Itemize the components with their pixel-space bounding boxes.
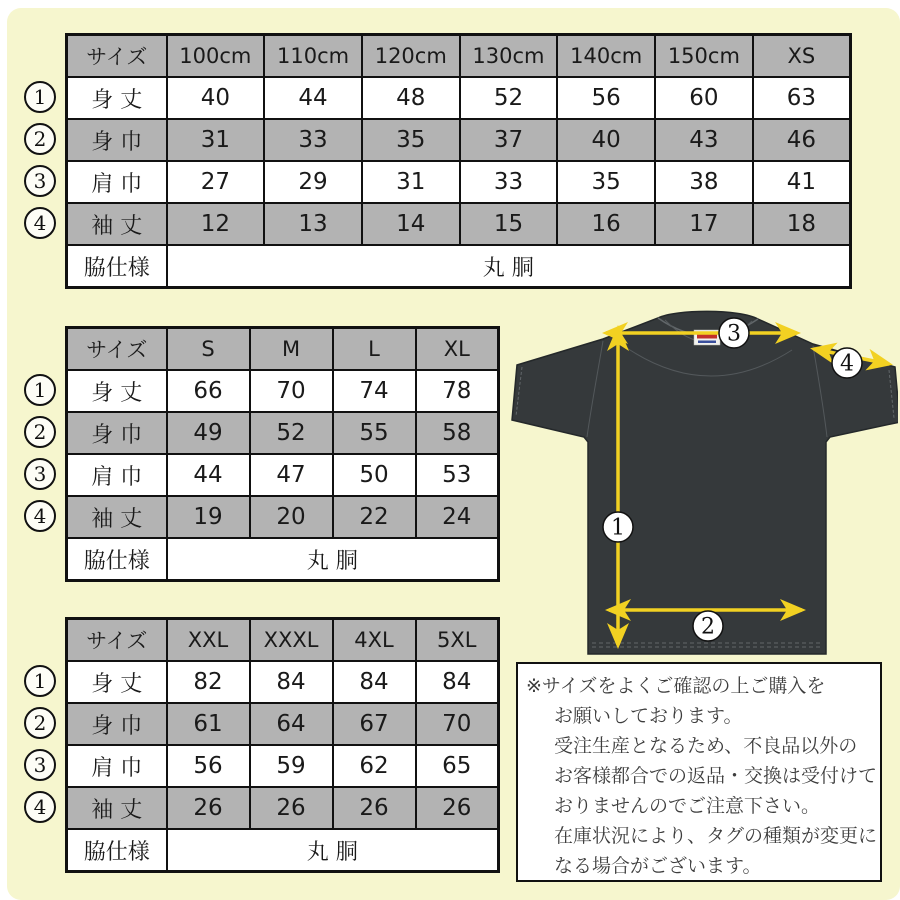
measurement-value: 74 <box>333 370 416 412</box>
tshirt-measurement-diagram <box>508 306 898 656</box>
measurement-value: 50 <box>333 454 416 496</box>
measurement-value: 61 <box>167 703 250 745</box>
measurement-value: 82 <box>167 661 250 703</box>
measurement-value: 44 <box>264 77 362 119</box>
measurement-label: 袖 丈 <box>67 787 167 829</box>
measurement-value: 12 <box>167 203 265 245</box>
note-line: 在庫状況により、タグの種類が変更に <box>554 825 878 847</box>
note-line: お客様都合での返品・交換は受付けて <box>554 765 878 787</box>
circled-number-4: 4 <box>24 207 56 239</box>
circled-number-1: 1 <box>24 374 56 406</box>
measurement-value: 31 <box>362 161 460 203</box>
measurement-value: 33 <box>264 119 362 161</box>
measurement-value: 40 <box>557 119 655 161</box>
measurement-value: 67 <box>333 703 416 745</box>
circled-number-3: 3 <box>24 749 56 781</box>
size-header-label: サイズ <box>67 35 167 78</box>
measurement-label: 肩 巾 <box>67 454 167 496</box>
circled-number-4: 4 <box>24 500 56 532</box>
measurement-value: 40 <box>167 77 265 119</box>
marker-circle-2 <box>693 611 723 641</box>
side-spec-label: 脇仕様 <box>67 245 167 288</box>
size-column-header: 100cm <box>167 35 265 78</box>
size-column-header: 110cm <box>264 35 362 78</box>
kids-size-table-block <box>22 33 852 289</box>
measurement-value: 70 <box>416 703 499 745</box>
measurement-value: 16 <box>557 203 655 245</box>
circled-number-2: 2 <box>24 707 56 739</box>
measurement-value: 56 <box>167 745 250 787</box>
measurement-value: 58 <box>416 412 499 454</box>
note-line: おりませんのでご注意下さい。 <box>554 795 821 817</box>
measurement-value: 35 <box>557 161 655 203</box>
measurement-label: 身 丈 <box>67 77 167 119</box>
measurement-value: 15 <box>460 203 558 245</box>
measurement-value: 37 <box>460 119 558 161</box>
measurement-value: 46 <box>753 119 851 161</box>
size-header-label: サイズ <box>67 328 167 371</box>
circled-number-1: 1 <box>24 665 56 697</box>
marker-circle-1 <box>603 512 633 542</box>
svg-text:1: 1 <box>611 515 625 541</box>
measurement-value: 35 <box>362 119 460 161</box>
measurement-value: 55 <box>333 412 416 454</box>
big-size-table-block <box>22 617 500 873</box>
size-column-header: 5XL <box>416 619 499 662</box>
measurement-label: 身 巾 <box>67 412 167 454</box>
size-column-header: XXXL <box>250 619 333 662</box>
size-column-header: S <box>167 328 250 371</box>
size-column-header: M <box>250 328 333 371</box>
size-column-header: L <box>333 328 416 371</box>
measurement-label: 身 丈 <box>67 370 167 412</box>
measurement-value: 65 <box>416 745 499 787</box>
measurement-value: 27 <box>167 161 265 203</box>
circled-number-1: 1 <box>24 81 56 113</box>
measurement-value: 52 <box>250 412 333 454</box>
measurement-label: 袖 丈 <box>67 203 167 245</box>
measurement-value: 44 <box>167 454 250 496</box>
kids-size-table <box>65 33 852 289</box>
measurement-label: 肩 巾 <box>67 161 167 203</box>
circled-number-3: 3 <box>24 458 56 490</box>
measurement-value: 66 <box>167 370 250 412</box>
measurement-value: 41 <box>753 161 851 203</box>
measurement-value: 17 <box>655 203 753 245</box>
measurement-value: 53 <box>416 454 499 496</box>
side-spec-label: 脇仕様 <box>67 538 167 581</box>
measurement-value: 64 <box>250 703 333 745</box>
size-column-header: XXL <box>167 619 250 662</box>
measurement-value: 13 <box>264 203 362 245</box>
measurement-value: 63 <box>753 77 851 119</box>
measurement-value: 26 <box>167 787 250 829</box>
circled-number-2: 2 <box>24 123 56 155</box>
measurement-value: 47 <box>250 454 333 496</box>
side-spec-label: 脇仕様 <box>67 829 167 872</box>
svg-text:4: 4 <box>840 351 854 377</box>
circled-number-3: 3 <box>24 165 56 197</box>
measurement-value: 19 <box>167 496 250 538</box>
measurement-value: 43 <box>655 119 753 161</box>
measurement-value: 26 <box>416 787 499 829</box>
measurement-value: 24 <box>416 496 499 538</box>
big-size-table <box>65 617 500 873</box>
measurement-value: 14 <box>362 203 460 245</box>
measurement-label: 袖 丈 <box>67 496 167 538</box>
measurement-value: 29 <box>264 161 362 203</box>
side-spec-value: 丸 胴 <box>167 538 499 581</box>
measurement-value: 78 <box>416 370 499 412</box>
note-line: なる場合がございます。 <box>554 855 762 877</box>
measurement-label: 身 巾 <box>67 119 167 161</box>
size-column-header: XL <box>416 328 499 371</box>
size-column-header: 140cm <box>557 35 655 78</box>
svg-text:3: 3 <box>727 321 741 347</box>
side-spec-value: 丸 胴 <box>167 245 851 288</box>
size-column-header: 130cm <box>460 35 558 78</box>
measurement-value: 38 <box>655 161 753 203</box>
measurement-value: 84 <box>250 661 333 703</box>
size-column-header: 150cm <box>655 35 753 78</box>
measurement-value: 26 <box>250 787 333 829</box>
measurement-value: 48 <box>362 77 460 119</box>
note-line: ※サイズをよくご確認の上ご購入を <box>526 675 826 697</box>
size-column-header: 4XL <box>333 619 416 662</box>
measurement-value: 62 <box>333 745 416 787</box>
marker-circle-4 <box>832 348 862 378</box>
measurement-value: 18 <box>753 203 851 245</box>
note-line: 受注生産となるため、不良品以外の <box>554 735 858 757</box>
measurement-label: 肩 巾 <box>67 745 167 787</box>
measurement-value: 31 <box>167 119 265 161</box>
measurement-value: 22 <box>333 496 416 538</box>
adult-size-table-block <box>22 326 500 582</box>
measurement-value: 33 <box>460 161 558 203</box>
measurement-label: 身 巾 <box>67 703 167 745</box>
measurement-value: 52 <box>460 77 558 119</box>
measurement-value: 59 <box>250 745 333 787</box>
side-spec-value: 丸 胴 <box>167 829 499 872</box>
measurement-value: 60 <box>655 77 753 119</box>
measurement-value: 20 <box>250 496 333 538</box>
purchase-note-box <box>516 662 882 882</box>
marker-circle-3 <box>719 318 749 348</box>
size-column-header: 120cm <box>362 35 460 78</box>
adult-size-table <box>65 326 500 582</box>
circled-number-4: 4 <box>24 791 56 823</box>
measurement-value: 84 <box>416 661 499 703</box>
measurement-value: 49 <box>167 412 250 454</box>
circled-number-2: 2 <box>24 416 56 448</box>
size-header-label: サイズ <box>67 619 167 662</box>
measurement-value: 70 <box>250 370 333 412</box>
size-column-header: XS <box>753 35 851 78</box>
note-line: お願いしております。 <box>554 705 743 727</box>
measurement-value: 84 <box>333 661 416 703</box>
measurement-label: 身 丈 <box>67 661 167 703</box>
measurement-value: 26 <box>333 787 416 829</box>
measurement-value: 56 <box>557 77 655 119</box>
svg-text:2: 2 <box>701 614 715 640</box>
